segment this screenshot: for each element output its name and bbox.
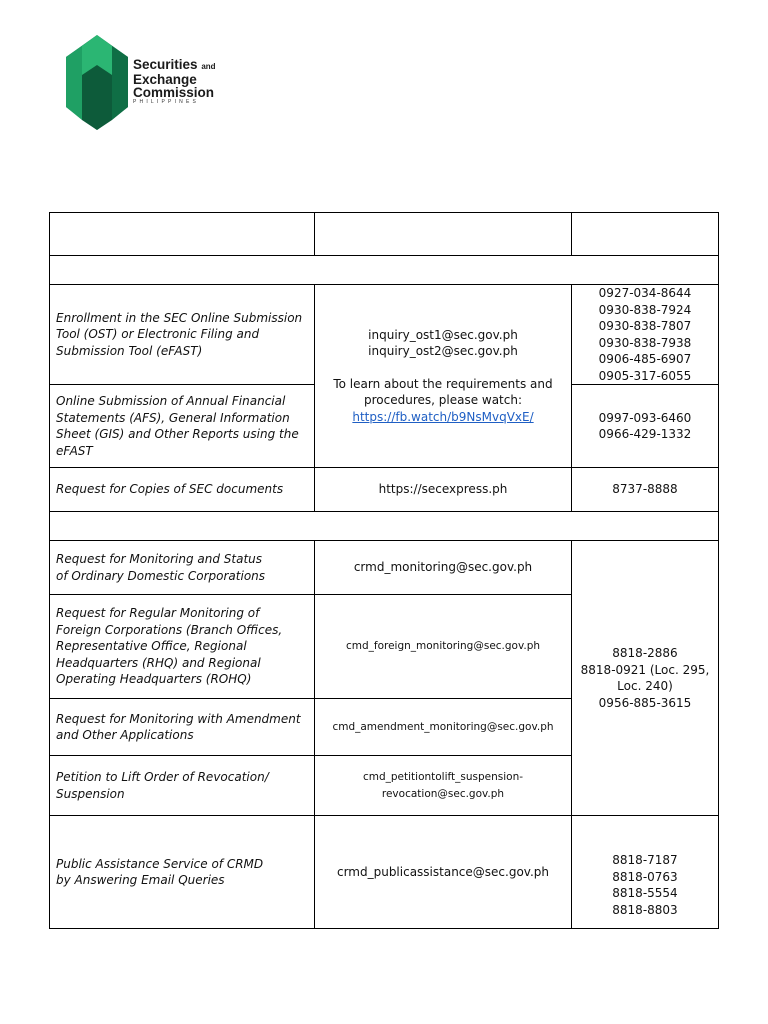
phone-cell-afs [572, 385, 719, 468]
section-row-2 [50, 512, 719, 541]
link-secexpress[interactable]: https://secexpress.ph [315, 468, 572, 512]
email-petition-revocation-line2: revocation@sec.gov.ph [381, 787, 505, 800]
service-monitoring-foreign: Request for Regular Monitoring of Foreign Corporations (Branch Offices, Representative Office, Regional Headquarters (RHQ) and Regional Operating Headquarters (ROHQ) [50, 595, 315, 699]
phone-ost-5: 0906-485-6907 [598, 352, 692, 366]
phone-pa-1: 8818-7187 [612, 853, 678, 867]
phone-crmd-1: 8818-2886 [612, 646, 678, 660]
service-amendment: Request for Monitoring with Amendment and Other Applications [50, 699, 315, 756]
phone-pa-4: 8818-8803 [612, 902, 678, 917]
phone-cell-public-assistance [572, 816, 719, 929]
section-label-1 [50, 256, 719, 285]
table-row-ost-enrollment [50, 285, 719, 385]
service-public-assistance [50, 816, 315, 929]
phone-afs-1: 0997-093-6460 [598, 410, 692, 425]
table-header-row [50, 213, 719, 256]
table-row-public-assistance [50, 816, 719, 929]
sec-logo [66, 35, 236, 130]
header-cell-service [50, 213, 315, 256]
service-revocation-line2: Suspension [56, 786, 125, 801]
section-row-1 [50, 256, 719, 285]
watch-note: To learn about the requirements and procedures, please watch: [333, 376, 553, 408]
service-monitoring-domestic [50, 541, 315, 595]
header-cell-email [315, 213, 572, 256]
phone-pa-3: 8818-5554 [612, 886, 678, 900]
table-row-monitoring-domestic [50, 541, 719, 595]
phone-copies: 8737-8888 [572, 468, 719, 512]
email-crmd-monitoring[interactable]: crmd_monitoring@sec.gov.ph [315, 541, 572, 595]
phone-ost-1: 0927-034-8644 [598, 286, 692, 300]
phone-ost-3: 0930-838-7807 [598, 319, 692, 333]
phone-cell-crmd [572, 541, 719, 816]
email-crmd-publicassistance[interactable]: crmd_publicassistance@sec.gov.ph [315, 816, 572, 929]
service-copies: Request for Copies of SEC documents [50, 468, 315, 512]
phone-cell-ost [572, 285, 719, 385]
table-row-copies [50, 468, 719, 512]
phone-ost-4: 0930-838-7938 [598, 335, 692, 350]
logo-line-commission: Commission [133, 85, 215, 100]
email-cell-ost [315, 285, 572, 468]
logo-line-philippines: PHILIPPINES [133, 99, 200, 105]
header-cell-phone [572, 213, 719, 256]
logo-line-exchange: Exchange [133, 72, 197, 87]
sec-logo-mark-icon [66, 35, 128, 130]
email-petition-revocation[interactable] [315, 756, 572, 816]
logo-line-and: and [201, 62, 216, 71]
phone-crmd-4: 0956-885-3615 [598, 695, 692, 710]
phone-ost-2: 0930-838-7924 [598, 302, 692, 317]
email-inquiry-ost2[interactable]: inquiry_ost2@sec.gov.ph [368, 344, 518, 359]
email-amendment-monitoring[interactable]: cmd_amendment_monitoring@sec.gov.ph [315, 699, 572, 756]
email-inquiry-ost1[interactable]: inquiry_ost1@sec.gov.ph [368, 327, 518, 342]
service-monitoring-domestic-line1: Request for Monitoring and Status [56, 552, 263, 566]
email-foreign-monitoring[interactable]: cmd_foreign_monitoring@sec.gov.ph [315, 595, 572, 699]
phone-crmd-3: Loc. 240) [617, 679, 673, 693]
contact-directory-table [49, 212, 719, 929]
section-label-2 [50, 512, 719, 541]
phone-ost-6: 0905-317-6055 [598, 368, 692, 383]
sec-logo-wordmark [133, 58, 216, 106]
service-afs-submission: Online Submission of Annual Financial Statements (AFS), General Information Sheet (GIS) and Other Reports using the eFAST [50, 385, 315, 468]
fb-watch-link[interactable]: https://fb.watch/b9NsMvqVxE/ [352, 409, 534, 424]
email-petition-revocation-line1: cmd_petitiontolift_suspension- [362, 771, 524, 783]
service-ost-enrollment: Enrollment in the SEC Online Submission Tool (OST) or Electronic Filing and Submission Tool (eFAST) [50, 285, 315, 385]
service-monitoring-domestic-line2: of Ordinary Domestic Corporations [56, 568, 266, 583]
service-revocation-line1: Petition to Lift Order of Revocation/ [56, 770, 269, 784]
phone-crmd-2: 8818-0921 (Loc. 295, [580, 662, 710, 677]
service-public-assistance-line2: by Answering Email Queries [56, 873, 225, 887]
phone-pa-2: 8818-0763 [612, 869, 678, 884]
service-public-assistance-line1: Public Assistance Service of CRMD [56, 856, 264, 871]
phone-afs-2: 0966-429-1332 [598, 427, 692, 441]
logo-line-securities: Securities [133, 57, 198, 72]
service-revocation [50, 756, 315, 816]
